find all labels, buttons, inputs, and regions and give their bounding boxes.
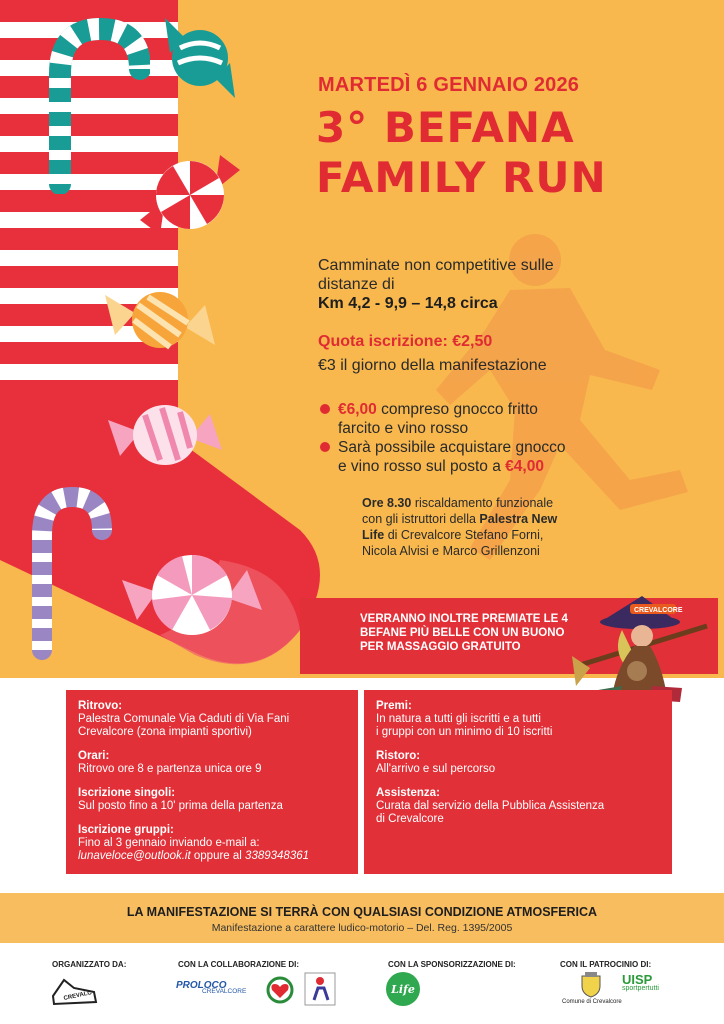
- peppermint-candy-icon: [130, 140, 250, 250]
- event-title: [316, 103, 607, 203]
- fee-label: Quota iscrizione: €2,50: [318, 333, 493, 350]
- premi-text: [376, 713, 660, 739]
- organizer-logo-text: CREVALC: [63, 990, 93, 1002]
- gruppi-heading: Iscrizione gruppi:: [78, 824, 174, 836]
- banner-line2: BEFANE PIÙ BELLE CON UN BUONO: [360, 627, 565, 639]
- patron-label: CON IL PATROCINIO DI:: [560, 960, 652, 969]
- orari-text: Ritrovo ore 8 e partenza unica ore 9: [78, 763, 262, 775]
- collab-label: CON LA COLLABORAZIONE DI:: [178, 960, 300, 969]
- ritrovo-text: [78, 713, 346, 739]
- ritrovo-line2: Crevalcore (zona impianti sportivi): [78, 726, 252, 738]
- ristoro-heading: Ristoro:: [376, 750, 421, 762]
- warmup-gym-name-2: Life: [362, 528, 385, 542]
- premi-line2: i gruppi con un minimo di 10 iscritti: [376, 726, 553, 738]
- bullet-price-strong: €6,00: [338, 401, 377, 418]
- bullet-onsite-prefix: e vino rosso sul posto a: [338, 458, 506, 475]
- fee-same-day: €3 il giorno della manifestazione: [318, 357, 547, 374]
- warmup-line1: riscaldamento funzionale: [411, 496, 554, 510]
- banner-line3: PER MASSAGGIO GRATUITO: [360, 641, 521, 653]
- assistenza-line1: Curata dal servizio della Pubblica Assistenza: [376, 800, 605, 812]
- gruppi-text: [78, 837, 346, 863]
- organized-label: ORGANIZZATO DA:: [52, 960, 127, 969]
- striped-candy-icon: [100, 275, 220, 365]
- proloco-logo: [176, 980, 260, 1000]
- bullet-onsite-line1: Sarà possibile acquistare gnocco: [338, 439, 566, 456]
- description: [318, 256, 554, 313]
- bullet-gnocco-price: [338, 400, 538, 438]
- sponsor-label: CON LA SPONSORIZZAZIONE DI:: [388, 960, 516, 969]
- info-box-right: [364, 690, 672, 874]
- description-line2: distanze di: [318, 276, 395, 293]
- singoli-heading: Iscrizione singoli:: [78, 787, 176, 799]
- gruppi-mid: oppure al: [190, 850, 246, 862]
- heart-cross-logo: [264, 976, 296, 1004]
- singoli-text: Sul posto fino a 10' prima della partenza: [78, 800, 283, 812]
- weather-notice: LA MANIFESTAZIONE SI TERRÀ CON QUALSIASI CONDIZIONE ATMOSFERICA: [126, 905, 598, 919]
- bullet-dot: [320, 442, 330, 452]
- premi-heading: Premi:: [376, 700, 412, 712]
- warmup-line2: con gli istruttori della: [362, 512, 480, 526]
- warmup-line3: di Crevalcore Stefano Forni,: [384, 528, 544, 542]
- comune-crest-icon: [580, 972, 602, 998]
- info-box-left: [66, 690, 358, 874]
- ritrovo-line1: Palestra Comunale Via Caduti di Via Fani: [78, 713, 290, 725]
- assistenza-line2: di Crevalcore: [376, 813, 444, 825]
- pink-peppermint-icon: [112, 540, 272, 650]
- purple-candy-cane-icon: [12, 485, 112, 665]
- warmup-line4: Nicola Alvisi e Marco Grillenzoni: [362, 544, 540, 558]
- orari-heading: Orari:: [78, 750, 110, 762]
- ritrovo-heading: Ritrovo:: [78, 700, 123, 712]
- organizer-shoe-logo: [50, 972, 98, 1008]
- life-gym-logo: [386, 972, 420, 1006]
- distances: Km 4,2 - 9,9 – 14,8 circa: [318, 295, 498, 312]
- assistenza-text: [376, 800, 660, 826]
- bullet-onsite-purchase: [338, 438, 565, 476]
- premi-line1: In natura a tutti gli iscritti e a tutti: [376, 713, 541, 725]
- proloco-text: PROLOCO: [176, 980, 227, 991]
- life-logo-text: Life: [391, 982, 415, 996]
- gruppi-line1: Fino al 3 gennaio inviando e-mail a:: [78, 837, 260, 849]
- banner-line1: VERRANNO INOLTRE PREMIATE LE 4: [360, 613, 568, 625]
- proloco-subtext: CREVALCORE: [202, 988, 247, 995]
- uisp-text: UISP: [622, 972, 653, 987]
- uisp-logo: [622, 972, 672, 992]
- wrapped-candy-icon: [150, 8, 250, 108]
- uisp-subtext: sportpertutti: [622, 985, 659, 992]
- bullet-price-line2: farcito e vino rosso: [338, 420, 469, 437]
- bullet-dot: [320, 404, 330, 414]
- pink-candy-icon: [100, 390, 230, 480]
- event-title-line2: FAMILY RUN: [316, 153, 607, 202]
- event-title-line1: 3° BEFANA: [316, 103, 575, 152]
- warmup-gym-name: Palestra New: [479, 512, 558, 526]
- association-logo: [304, 972, 336, 1006]
- description-line1: Camminate non competitive sulle: [318, 257, 554, 274]
- warmup-time: Ore 8.30: [362, 496, 412, 510]
- witch-badge-text: CREVALCORE: [634, 607, 683, 614]
- bullet-onsite-price: €4,00: [505, 458, 544, 475]
- assistenza-heading: Assistenza:: [376, 787, 440, 799]
- ristoro-text: All'arrivo e sul percorso: [376, 763, 496, 775]
- prize-banner-text: [360, 612, 600, 654]
- comune-name: Comune di Crevalcore: [562, 999, 622, 1005]
- regulation-notice: Manifestazione a carattere ludico-motorio – Del. Reg. 1395/2005: [211, 922, 513, 934]
- event-date: MARTEDÌ 6 GENNAIO 2026: [318, 74, 580, 96]
- warmup-info: [362, 495, 557, 559]
- bullet-price-rest: compreso gnocco fritto: [376, 401, 538, 418]
- gruppi-phone[interactable]: 3389348361: [245, 850, 310, 862]
- gruppi-email-link[interactable]: lunaveloce@outlook.it: [78, 850, 191, 862]
